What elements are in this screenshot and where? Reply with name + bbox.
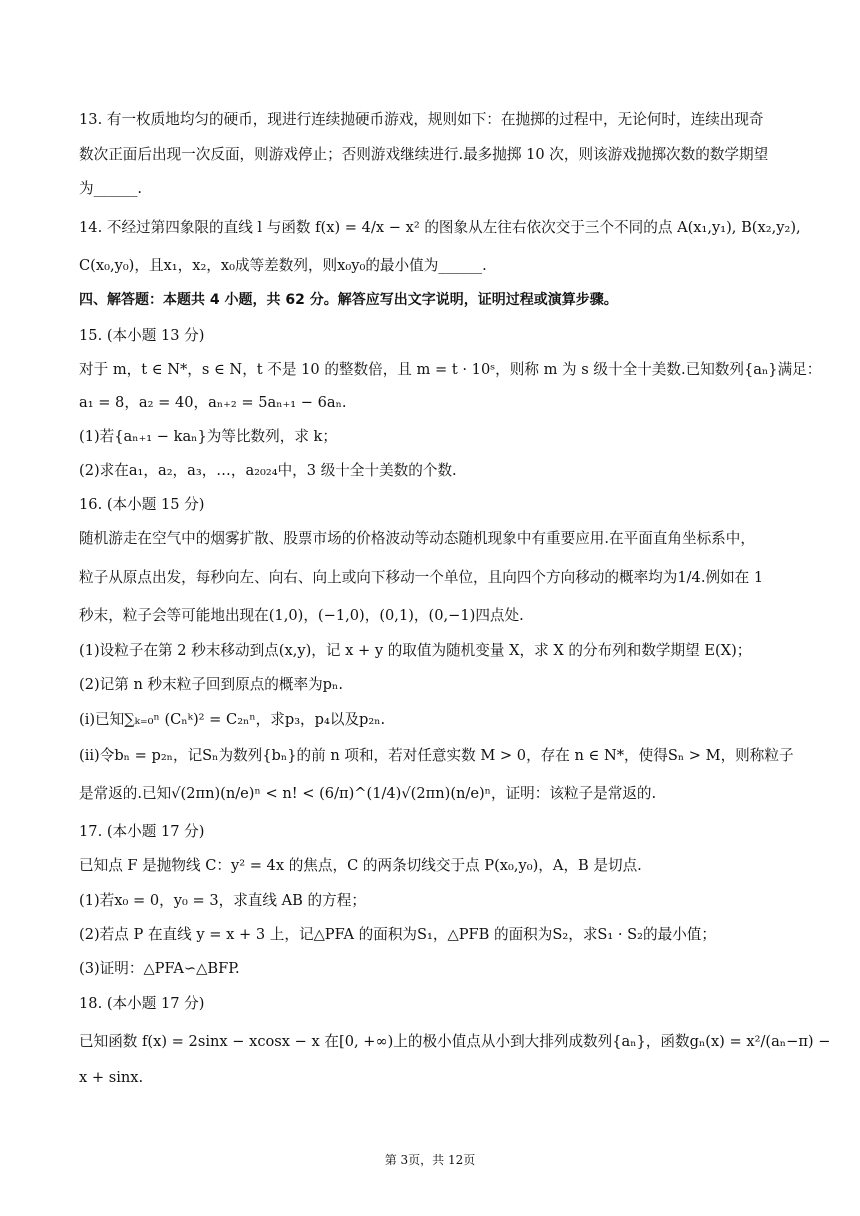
q18-heading: 18. (本小题 17 分)	[79, 995, 205, 1012]
q18-line-2: x + sinx.	[79, 1069, 144, 1086]
q16-part-2-ii-cont: 是常返的.已知√(2πn)(n/e)ⁿ < n! < (6/π)^(1/4)√(2πn)(n/e)ⁿ，证明：该粒子是常返的.	[79, 785, 657, 802]
q16-line-3: 秒末，粒子会等可能地出现在(1,0)，(−1,0)，(0,1)，(0,−1)四点处.	[79, 607, 524, 624]
q16-line-1: 随机游走在空气中的烟雾扩散、股票市场的价格波动等动态随机现象中有重要应用.在平面直角坐标系中，	[79, 530, 755, 547]
q17-part-3: (3)证明：△PFA∽△BFP.	[79, 960, 240, 977]
q13-line-3: 为______.	[79, 180, 143, 197]
q18-line-1: 已知函数 f(x) = 2sinx − xcosx − x 在[0, +∞)上的极小值点从小到大排列成数列{aₙ}，函数gₙ(x) = x²/(aₙ−π) −	[79, 1033, 831, 1050]
q15-line-2: a₁ = 8，a₂ = 40，aₙ₊₂ = 5aₙ₊₁ − 6aₙ.	[79, 394, 347, 411]
q16-heading: 16. (本小题 15 分)	[79, 496, 205, 513]
q16-part-2-ii: (ii)令bₙ = p₂ₙ，记Sₙ为数列{bₙ}的前 n 项和，若对任意实数 M > 0，存在 n ∈ N*，使得Sₙ > M，则称粒子	[79, 747, 794, 764]
q17-part-1: (1)若x₀ = 0，y₀ = 3，求直线 AB 的方程；	[79, 892, 366, 909]
q16-part-1: (1)设粒子在第 2 秒末移动到点(x,y)，记 x + y 的取值为随机变量 X，求 X 的分布列和数学期望 E(X)；	[79, 642, 752, 659]
q15-part-1: (1)若{aₙ₊₁ − kaₙ}为等比数列，求 k；	[79, 428, 337, 445]
q13-line-1: 13. 有一枚质地均匀的硬币，现进行连续抛硬币游戏，规则如下：在抛掷的过程中，无论何时，连续出现奇	[79, 111, 764, 128]
q17-heading: 17. (本小题 17 分)	[79, 823, 205, 840]
q14-line-1: 14. 不经过第四象限的直线 l 与函数 f(x) = 4/x − x² 的图象从左往右依次交于三个不同的点 A(x₁,y₁), B(x₂,y₂),	[79, 219, 801, 236]
q16-part-2: (2)记第 n 秒末粒子回到原点的概率为pₙ.	[79, 676, 343, 693]
q14-line-2: C(x₀,y₀)，且x₁，x₂，x₀成等差数列，则x₀y₀的最小值为______.	[79, 257, 487, 274]
q17-line-1: 已知点 F 是抛物线 C：y² = 4x 的焦点，C 的两条切线交于点 P(x₀,y₀)，A，B 是切点.	[79, 857, 642, 874]
q17-part-2: (2)若点 P 在直线 y = x + 3 上，记△PFA 的面积为S₁，△PFB 的面积为S₂，求S₁ · S₂的最小值；	[79, 926, 716, 943]
q15-part-2: (2)求在a₁，a₂，a₃，…，a₂₀₂₄中，3 级十全十美数的个数.	[79, 462, 457, 479]
q15-line-1: 对于 m，t ∈ N*，s ∈ N，t 不是 10 的整数倍，且 m = t · 10ˢ，则称 m 为 s 级十全十美数.已知数列{aₙ}满足：	[79, 361, 822, 378]
q13-line-2: 数次正面后出现一次反面，则游戏停止；否则游戏继续进行.最多抛掷 10 次，则该游戏抛掷次数的数学期望	[79, 146, 769, 163]
q16-part-2-i: (i)已知∑ₖ₌₀ⁿ (Cₙᵏ)² = C₂ₙⁿ，求p₃，p₄以及p₂ₙ.	[79, 711, 386, 728]
page-footer: 第 3页，共 12页	[384, 1153, 476, 1167]
q15-heading: 15. (本小题 13 分)	[79, 327, 205, 344]
q16-line-2: 粒子从原点出发，每秒向左、向右、向上或向下移动一个单位，且向四个方向移动的概率均为1/4.例如在 1	[79, 569, 764, 586]
section-heading: 四、解答题：本题共 4 小题，共 62 分。解答应写出文字说明，证明过程或演算步骤。	[79, 292, 618, 308]
